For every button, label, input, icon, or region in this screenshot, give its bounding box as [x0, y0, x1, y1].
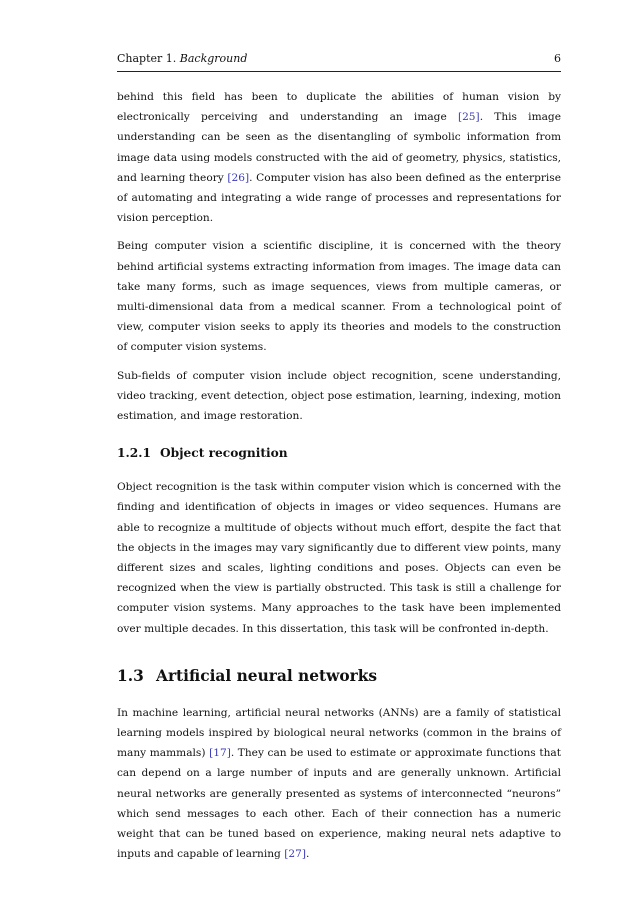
subsection-heading [117, 444, 561, 462]
section-title: Artificial neural networks [156, 666, 378, 685]
page-number: 6 [554, 52, 561, 65]
paragraph-object-recognition: Object recognition is the task within computer vision which is concerned with the finding and identification of objects in images or video sequences. Humans are able to recognize a multitude of objects without much effort, despite the fact that the objects in the images may vary significantly due to different view points, many different sizes and scales, lighting conditions and poses. Objects can even be recognized when the view is partially obstructed. This task is still a challenge for computer vision systems. Many approaches to the task have been implemented over multiple decades. In this dissertation, this task will be confronted in-depth. [117, 481, 561, 635]
section-number: 1.3 [117, 666, 144, 685]
citation-link[interactable]: [25] [457, 111, 480, 124]
paragraph-neural-networks: In machine learning, artificial neural networks (ANNs) are a family of statistical learning models inspired by biological neural networks (common in the brains of many mammals) [17]. They can be used to estimate or approximate functions that can depend on a large number of inputs and are generally unknown. Artificial neural networks are generally presented as systems of interconnected “neurons” which send messages to each other. Each of their connection has a numeric weight that can be tuned based on experience, making neural nets adaptive to inputs and capable of learning [27]. [117, 706, 561, 861]
header-rule [117, 71, 561, 72]
citation-link[interactable]: [27] [284, 848, 306, 861]
section-heading [117, 666, 561, 686]
citation-link[interactable]: [26] [227, 171, 250, 184]
paragraph-vision-goals: behind this field has been to duplicate the abilities of human vision by electronically perceiving and understanding an image [25]. This image understanding can be seen as the disentangling of symbolic information from image data using models constructed with the aid of geometry, physics, statistics, and learning theory [26]. Computer vision has also been defined as the enterprise of automating and integrating a wide range of processes and representations for vision perception. [117, 91, 562, 225]
running-header [117, 52, 561, 70]
citation-link[interactable]: [17] [209, 747, 231, 760]
paragraph-vision-subfields: Sub-fields of computer vision include object recognition, scene understanding, video tracking, event detection, object pose estimation, learning, indexing, motion estimation, and image restoration. [117, 369, 561, 423]
paragraph-vision-discipline: Being computer vision a scientific discipline, it is concerned with the theory behind artificial systems extracting information from images. The image data can take many forms, such as image sequences, views from multiple cameras, or multi-dimensional data from a medical scanner. From a technological point of view, computer vision seeks to apply its theories and models to the construction of computer vision systems. [117, 240, 561, 354]
subsection-number: 1.2.1 [117, 446, 151, 461]
page-body [117, 87, 561, 873]
chapter-title: Background [179, 52, 248, 65]
chapter-label: Chapter 1. Background [117, 52, 248, 65]
subsection-title: Object recognition [160, 446, 288, 461]
